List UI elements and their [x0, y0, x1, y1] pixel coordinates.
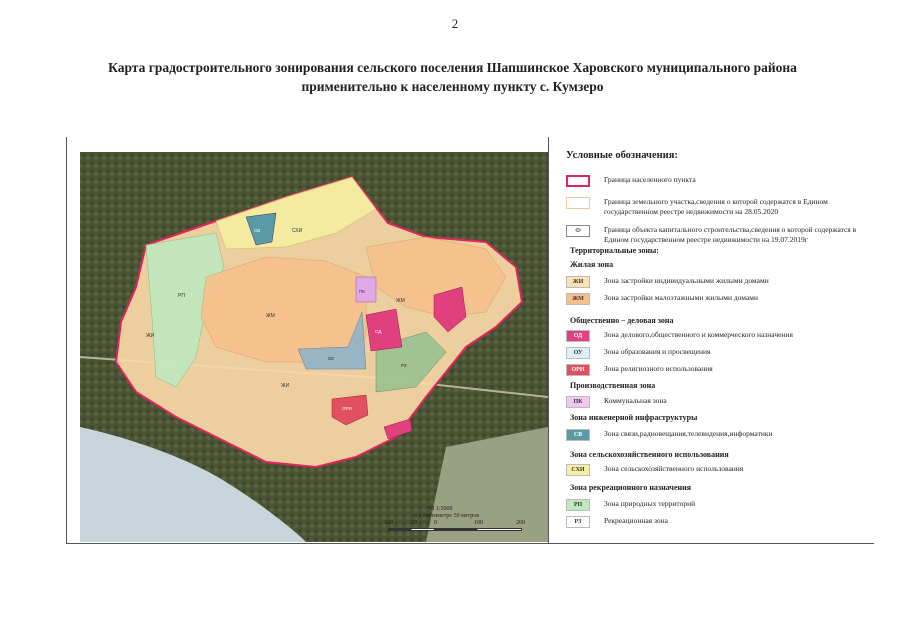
territorial-zones-heading: Территориальные зоны: — [570, 246, 659, 255]
ou-swatch: ОУ — [566, 347, 590, 359]
legend-heading: Условные обозначения: — [566, 150, 678, 161]
zone-jm-center[interactable] — [201, 257, 366, 362]
scale-tick-label: 50 — [411, 520, 417, 526]
legend-item-od — [566, 330, 866, 342]
title-line-1: Карта градостроительного зонирования сельского поселения Шапшинское Харовского муниципального района — [108, 60, 797, 75]
legend-item-ori — [566, 364, 866, 376]
legend-text: Зона застройки индивидуальными жилыми домами — [604, 276, 769, 285]
legend-text: Граница земельного участка,сведения о которой содержатся в Едином государственном реестре недвижимости на 28.05.2020 — [604, 197, 828, 216]
label-ji-2: ЖИ — [281, 383, 290, 389]
jm-swatch: ЖМ — [566, 293, 590, 305]
legend-item-shi — [566, 464, 866, 476]
label-jm: ЖМ — [396, 298, 405, 304]
rp-swatch: РП — [566, 499, 590, 511]
label-rp: РП — [178, 293, 185, 299]
frame-divider — [548, 137, 549, 544]
legend-item-sv — [566, 429, 866, 441]
legend-text: Рекреационная зона — [604, 516, 669, 525]
legend-text: Зона застройки малоэтажными жилыми домами — [604, 293, 759, 302]
scale-line — [388, 528, 522, 531]
agricultural-heading: Зона сельскохозяйственного использования — [570, 450, 729, 459]
zone-od-1[interactable] — [366, 309, 402, 351]
legend-text: Зона делового,общественного и коммерческого назначения — [604, 330, 793, 339]
sv-swatch: СВ — [566, 429, 590, 441]
legend-text: Зона религиозного использования — [604, 364, 713, 373]
legend-item-jm — [566, 293, 866, 305]
legend-text: Граница населенного пункта — [604, 175, 696, 184]
building-swatch-icon: ⬭ — [566, 225, 590, 237]
label-jm-2: ЖМ — [266, 313, 275, 319]
legend-item-pk — [566, 396, 866, 408]
land-plot-swatch — [566, 197, 590, 209]
label-shi: СХИ — [292, 228, 303, 234]
recreation-heading: Зона рекреационного назначения — [570, 483, 692, 492]
legend-text: Граница объекта капитального строительства,сведения о которой содержатся в Едином государственном реестре недвижимости на 19.07.2019г — [604, 225, 857, 244]
rz-swatch: РЗ — [566, 516, 590, 528]
legend-item-rz — [566, 516, 866, 528]
legend — [566, 150, 872, 525]
legend-item-ji — [566, 276, 866, 288]
label-rz: РЗ — [401, 363, 407, 368]
title-line-2: применительно к населенному пункту с. Кумзеро — [301, 79, 604, 94]
legend-text: Зона связи,радиовещания,телевидения,информатики — [604, 429, 773, 438]
scale-bar — [384, 506, 534, 546]
residential-heading: Жилая зона — [570, 260, 614, 269]
pk-swatch: ПК — [566, 396, 590, 408]
ori-swatch: ОРИ — [566, 364, 590, 376]
page-number: 2 — [451, 16, 459, 31]
label-ou: ОУ — [328, 356, 335, 361]
ji-swatch: ЖИ — [566, 276, 590, 288]
scale-ratio: М 1:5000 — [429, 506, 453, 512]
legend-item-ou — [566, 347, 866, 359]
label-ji: ЖИ — [146, 333, 155, 339]
legend-text: Зона природных территорий — [604, 499, 696, 508]
legend-text: Коммунальная зона — [604, 396, 667, 405]
legend-item-rp — [566, 499, 866, 511]
legend-item-building — [566, 225, 866, 245]
label-od: ОД — [375, 329, 382, 334]
scale-note: в 1 сантиметре 50 метров — [414, 513, 480, 519]
od-swatch: ОД — [566, 330, 590, 342]
scale-tick-label: 0 — [434, 520, 437, 526]
legend-item-settlement-boundary — [566, 175, 866, 187]
settlement-boundary-swatch — [566, 175, 590, 187]
map-title — [40, 58, 865, 96]
label-sv: СВ — [254, 228, 261, 233]
label-pk: ПК — [359, 289, 365, 294]
scale-tick-label: 100 — [384, 520, 393, 526]
shi-swatch: СХИ — [566, 464, 590, 476]
legend-item-land-plot — [566, 197, 866, 217]
scale-tick-label: 200 — [516, 520, 525, 526]
zoning-map[interactable] — [66, 137, 548, 542]
engineering-heading: Зона инженерной инфраструктуры — [570, 413, 698, 422]
scale-tick-label: 100 — [474, 520, 483, 526]
legend-text: Зона образования и просвещения — [604, 347, 711, 356]
label-ori: ОРИ — [342, 406, 352, 411]
public-heading: Общественно – деловая зона — [570, 316, 674, 325]
legend-text: Зона сельскохозяйственного использования — [604, 464, 744, 473]
production-heading: Производственная зона — [570, 381, 656, 390]
